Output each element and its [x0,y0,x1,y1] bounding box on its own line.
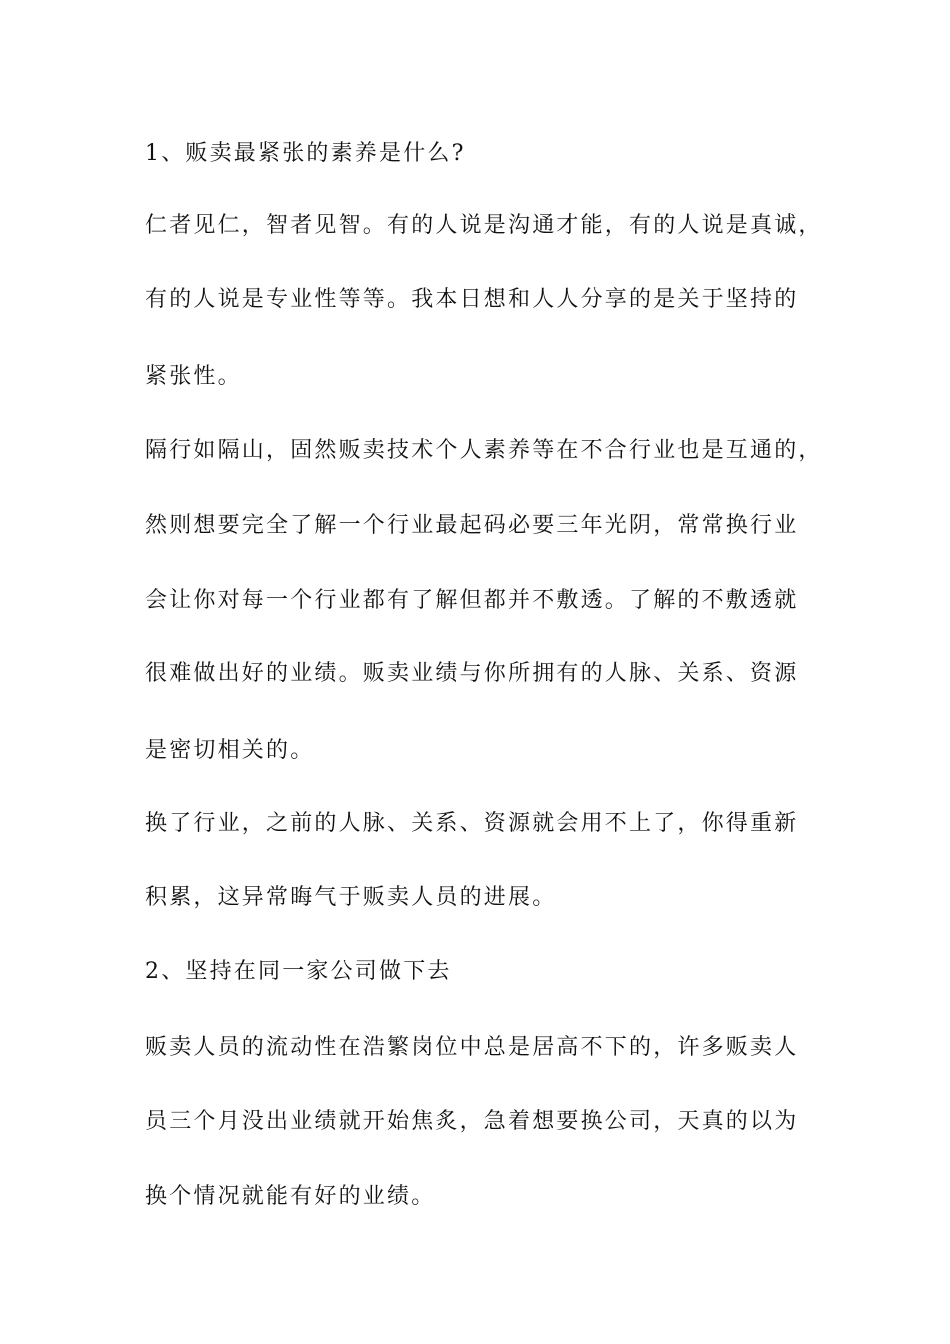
paragraph-line: 贩卖人员的流动性在浩繁岗位中总是居高不下的，许多贩卖人 [145,1035,799,1060]
paragraph-line: 仁者见仁，智者见智。有的人说是沟通才能，有的人说是真诚， [145,213,823,238]
paragraph-line: 然则想要完全了解一个行业最起码必要三年光阴，常常换行业 [145,513,799,538]
heading-1: 1、贩卖最紧张的素养是什么? [145,141,466,166]
paragraph-line: 员三个月没出业绩就开始焦炙，急着想要换公司，天真的以为 [145,1109,799,1134]
paragraph-line: 积累，这异常晦气于贩卖人员的进展。 [145,885,557,910]
paragraph-line: 隔行如隔山，固然贩卖技术个人素养等在不合行业也是互通的， [145,438,823,463]
paragraph-line: 紧张性。 [145,364,242,389]
paragraph-line: 会让你对每一个行业都有了解但都并不敷透。了解的不敷透就 [145,588,799,613]
paragraph-line: 很难做出好的业绩。贩卖业绩与你所拥有的人脉、关系、资源 [145,661,799,686]
paragraph-line: 是密切相关的。 [145,738,315,763]
paragraph-line: 换了行业，之前的人脉、关系、资源就会用不上了，你得重新 [145,811,799,836]
paragraph-line: 有的人说是专业性等等。我本日想和人人分享的是关于坚持的 [145,287,799,312]
heading-2: 2、坚持在同一家公司做下去 [145,959,452,984]
paragraph-line: 换个情况就能有好的业绩。 [145,1184,436,1209]
